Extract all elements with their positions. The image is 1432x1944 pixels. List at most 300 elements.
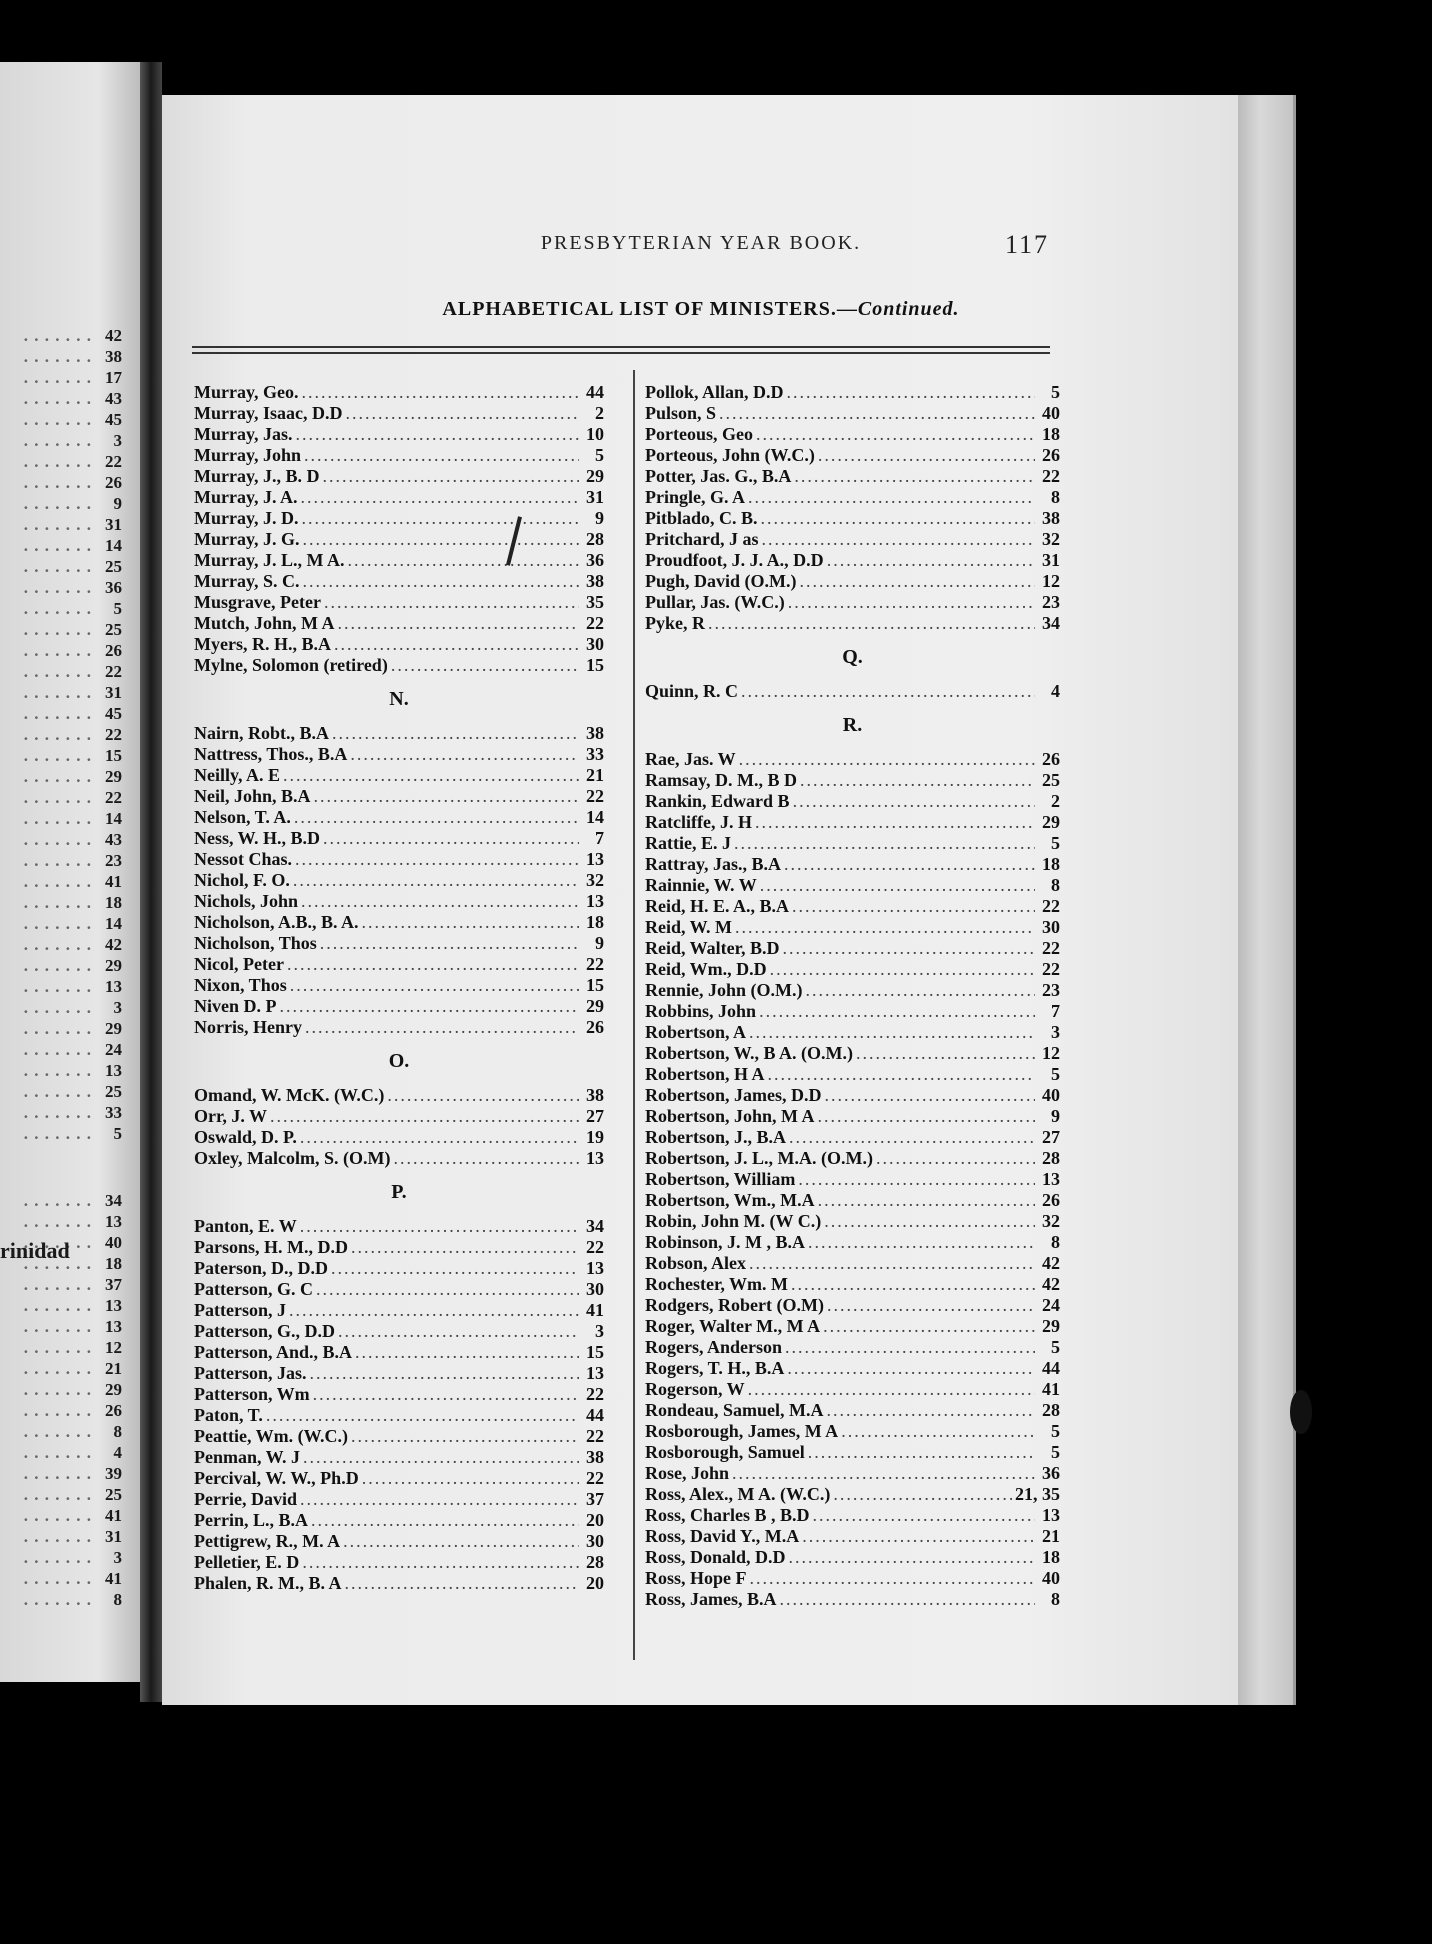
page-reference: 32 [1042, 1211, 1060, 1231]
previous-page-number: . . . 38 [0, 347, 122, 367]
minister-name: Ross, James, B.A [645, 1589, 777, 1609]
minister-name: Porteous, John (W.C.) [645, 445, 815, 465]
previous-page-number: . . . 25 [0, 620, 122, 640]
dot-leader [800, 571, 1035, 592]
previous-page-number: . . . 8 [0, 1422, 122, 1442]
minister-name: Proudfoot, J. J. A., D.D [645, 550, 824, 570]
page-reference: 5 [1051, 1421, 1060, 1441]
dot-leader [841, 1421, 1035, 1442]
previous-page-number: . . . 41 [0, 1506, 122, 1526]
header-rule-double [192, 352, 1050, 354]
dot-leader [761, 529, 1035, 550]
dot-leader [732, 1463, 1035, 1484]
minister-name: Reid, W. M [645, 917, 733, 937]
page-reference: 41 [1042, 1379, 1060, 1399]
previous-page-number: . . . 43 [0, 830, 122, 850]
list-item [645, 1232, 1060, 1253]
minister-name: Patterson, G., D.D [194, 1321, 335, 1341]
page-reference: 18 [586, 912, 604, 932]
minister-name: Murray, Isaac, D.D [194, 403, 343, 423]
list-item [194, 445, 604, 466]
dot-leader [792, 896, 1035, 917]
list-item [645, 613, 1060, 634]
list-item [194, 466, 604, 487]
page-reference: 27 [586, 1106, 604, 1126]
page-reference: 40 [1042, 403, 1060, 423]
previous-page-number: . . . 17 [0, 368, 122, 388]
dot-leader [302, 1552, 579, 1573]
dot-leader [311, 1510, 579, 1531]
dot-leader [827, 1400, 1035, 1421]
dot-leader [331, 1258, 579, 1279]
minister-name: Perrin, L., B.A [194, 1510, 308, 1530]
previous-page-number: . . . 45 [0, 410, 122, 430]
minister-name: Ross, Donald, D.D [645, 1547, 786, 1567]
dot-leader [270, 1106, 579, 1127]
previous-page-number: . . . 29 [0, 767, 122, 787]
page-reference: 24 [1042, 1295, 1060, 1315]
list-heading-title: ALPHABETICAL LIST OF MINISTERS.— [442, 298, 858, 320]
list-item [194, 891, 604, 912]
dot-leader [760, 875, 1035, 896]
list-item [645, 1589, 1060, 1610]
minister-name: Rodgers, Robert (O.M) [645, 1295, 824, 1315]
minister-name: Murray, John [194, 445, 302, 465]
minister-name: Niven D. P [194, 996, 277, 1016]
minister-name: Reid, H. E. A., B.A [645, 896, 790, 916]
list-item [194, 954, 604, 975]
minister-name: Robin, John M. (W C.) [645, 1211, 822, 1231]
list-item [645, 749, 1060, 770]
list-item [194, 807, 604, 828]
minister-name: Murray, S. C. [194, 571, 300, 591]
list-item [645, 1442, 1060, 1463]
page-reference: 30 [1042, 917, 1060, 937]
dot-leader [794, 466, 1035, 487]
list-item [645, 1421, 1060, 1442]
list-item [194, 1106, 604, 1127]
dot-leader [750, 1568, 1035, 1589]
page-reference: 3 [595, 1321, 604, 1341]
previous-page-number: . . . 25 [0, 557, 122, 577]
previous-page-number: . . . 14 [0, 914, 122, 934]
section-letter: R. [842, 714, 863, 736]
minister-name: Robertson, J. L., M.A. (O.M.) [645, 1148, 873, 1168]
list-item [645, 1001, 1060, 1022]
dot-leader [303, 571, 580, 592]
previous-page-number: . . . 36 [0, 578, 122, 598]
previous-page-number: . . . 24 [0, 1040, 122, 1060]
page-reference: 21 [586, 765, 604, 785]
list-item [194, 1279, 604, 1300]
list-item [645, 1484, 1060, 1505]
dot-leader [362, 912, 579, 933]
minister-name: Robertson, James, D.D [645, 1085, 822, 1105]
dot-leader [348, 550, 580, 571]
page-reference: 8 [1051, 1589, 1060, 1609]
list-item [194, 996, 604, 1017]
list-item [194, 1017, 604, 1038]
minister-name: Paterson, D., D.D [194, 1258, 328, 1278]
dot-leader [305, 1017, 579, 1038]
previous-page-number: . . . 14 [0, 809, 122, 829]
minister-name: Nairn, Robt., B.A [194, 723, 330, 743]
list-item [194, 1085, 604, 1106]
page-reference: 35 [586, 592, 604, 612]
ink-blot [1290, 1390, 1312, 1434]
list-item [194, 975, 604, 996]
list-item [194, 1405, 604, 1426]
page-reference: 34 [1042, 613, 1060, 633]
list-item [645, 1526, 1060, 1547]
dot-leader [300, 1216, 579, 1237]
dot-leader [303, 1447, 579, 1468]
dot-leader [785, 1337, 1035, 1358]
list-item [645, 403, 1060, 424]
header-rule [192, 346, 1050, 348]
previous-page-number: . . . 45 [0, 704, 122, 724]
minister-name: Oxley, Malcolm, S. (O.M) [194, 1148, 391, 1168]
list-item [645, 529, 1060, 550]
page-reference: 18 [1042, 854, 1060, 874]
dot-leader [755, 812, 1035, 833]
dot-leader [824, 1085, 1035, 1106]
list-item [645, 1253, 1060, 1274]
page-reference: 22 [1042, 938, 1060, 958]
dot-leader [789, 1127, 1035, 1148]
previous-page-number: . . . 13 [0, 1317, 122, 1337]
minister-name: Nixon, Thos [194, 975, 287, 995]
minister-name: Pitblado, C. B. [645, 508, 758, 528]
list-item [194, 508, 604, 529]
column-divider [633, 370, 635, 1660]
dot-leader [813, 1505, 1035, 1526]
minister-name: Rochester, Wm. M [645, 1274, 788, 1294]
minister-name: Murray, J. L., M A. [194, 550, 345, 570]
list-item [194, 403, 604, 424]
dot-leader [293, 870, 579, 891]
dot-leader [789, 1547, 1035, 1568]
minister-name: Roger, Walter M., M A [645, 1316, 821, 1336]
minister-name: Robertson, J., B.A [645, 1127, 787, 1147]
dot-leader [350, 744, 579, 765]
minister-name: Robertson, A [645, 1022, 747, 1042]
minister-name: Parsons, H. M., D.D [194, 1237, 348, 1257]
page-reference: 9 [595, 933, 604, 953]
dot-leader [296, 424, 580, 445]
minister-name: Pettigrew, R., M. A [194, 1531, 341, 1551]
previous-page-number: . . . 22 [0, 725, 122, 745]
page-reference: 38 [586, 1447, 604, 1467]
page-reference: 20 [586, 1510, 604, 1530]
page-reference: 26 [1042, 445, 1060, 465]
previous-page-number: . . . 42 [0, 935, 122, 955]
minister-name: Patterson, G. C [194, 1279, 313, 1299]
dot-leader [290, 975, 579, 996]
minister-name: Robertson, Wm., M.A [645, 1190, 815, 1210]
list-item [194, 765, 604, 786]
previous-page-number: . . . 18 [0, 1254, 122, 1274]
list-item [645, 1148, 1060, 1169]
page-reference: 26 [586, 1017, 604, 1037]
page-edge [1238, 95, 1296, 1705]
minister-name: Robertson, John, M A [645, 1106, 815, 1126]
list-item [645, 466, 1060, 487]
dot-leader [784, 854, 1035, 875]
dot-leader [387, 1085, 579, 1106]
minister-name: Robertson, William [645, 1169, 796, 1189]
page-reference: 28 [586, 529, 604, 549]
minister-name: Pyke, R [645, 613, 705, 633]
dot-leader [300, 1127, 579, 1148]
dot-leader [338, 1321, 579, 1342]
previous-page-number: . . . 29 [0, 956, 122, 976]
dot-leader [761, 508, 1035, 529]
list-item [194, 1237, 604, 1258]
dot-leader [818, 445, 1035, 466]
dot-leader [303, 529, 580, 550]
minister-name: Ness, W. H., B.D [194, 828, 321, 848]
list-item [645, 1022, 1060, 1043]
minister-name: Pulson, S [645, 403, 717, 423]
previous-page-number: . . . 31 [0, 515, 122, 535]
page-reference: 9 [1051, 1106, 1060, 1126]
dot-leader [756, 424, 1035, 445]
previous-page-number: . . . 41 [0, 1569, 122, 1589]
page-reference: 22 [586, 954, 604, 974]
minister-name: Quinn, R. C [645, 681, 739, 701]
minister-name: Rankin, Edward B [645, 791, 790, 811]
list-item [194, 912, 604, 933]
dot-leader [332, 723, 579, 744]
previous-page-number: . . . 3 [0, 1548, 122, 1568]
page-reference: 41 [586, 1300, 604, 1320]
dot-leader [833, 1484, 1012, 1505]
previous-page-number: . . . 14 [0, 536, 122, 556]
minister-name: Pelletier, E. D [194, 1552, 300, 1572]
page-reference: 5 [1051, 1337, 1060, 1357]
list-item [645, 1211, 1060, 1232]
dot-leader [808, 1442, 1035, 1463]
dot-leader [316, 1279, 579, 1300]
list-item [645, 791, 1060, 812]
previous-page-number: . . . 29 [0, 1380, 122, 1400]
list-item [645, 382, 1060, 403]
page-reference: 40 [1042, 1085, 1060, 1105]
list-item [194, 655, 604, 676]
list-item [645, 1169, 1060, 1190]
page-reference: 30 [586, 1531, 604, 1551]
list-item [645, 1274, 1060, 1295]
list-item [194, 1148, 604, 1169]
minister-name: Paton, T. [194, 1405, 263, 1425]
dot-leader [266, 1405, 579, 1426]
minister-name: Oswald, D. P. [194, 1127, 297, 1147]
list-item [194, 592, 604, 613]
page-reference: 15 [586, 975, 604, 995]
list-item [645, 917, 1060, 938]
dot-leader [300, 1489, 579, 1510]
page-reference: 34 [586, 1216, 604, 1236]
dot-leader [294, 807, 579, 828]
dot-leader [391, 655, 579, 676]
page-reference: 2 [1051, 791, 1060, 811]
page-reference: 9 [595, 508, 604, 528]
dot-leader [793, 791, 1035, 812]
dot-leader [324, 592, 579, 613]
list-item [645, 681, 1060, 702]
minister-name: Pullar, Jas. (W.C.) [645, 592, 785, 612]
previous-page-number: . . . 13 [0, 1296, 122, 1316]
page-reference: 22 [1042, 896, 1060, 916]
minister-name: Rogerson, W [645, 1379, 745, 1399]
page-reference: 7 [595, 828, 604, 848]
page-reference: 27 [1042, 1127, 1060, 1147]
list-item [645, 896, 1060, 917]
page-reference: 10 [586, 424, 604, 444]
minister-name: Nichols, John [194, 891, 299, 911]
dot-leader [787, 382, 1035, 403]
page-reference: 2 [595, 403, 604, 423]
minister-name: Rose, John [645, 1463, 730, 1483]
page-reference: 22 [586, 1468, 604, 1488]
page-reference: 32 [586, 870, 604, 890]
page-reference: 26 [1042, 1190, 1060, 1210]
dot-leader [351, 1426, 579, 1447]
page-reference: 38 [1042, 508, 1060, 528]
minister-name: Robertson, W., B A. (O.M.) [645, 1043, 854, 1063]
minister-name: Rainnie, W. W [645, 875, 757, 895]
previous-page-number: . . . 15 [0, 746, 122, 766]
page-reference: 5 [1051, 1442, 1060, 1462]
list-heading-continued: Continued. [857, 298, 960, 320]
book-gutter [140, 62, 162, 1702]
dot-leader [343, 1531, 579, 1552]
minister-name: Robson, Alex [645, 1253, 747, 1273]
previous-page-number: . . . 37 [0, 1275, 122, 1295]
dot-leader [338, 613, 579, 634]
minister-name: Murray, J. G. [194, 529, 300, 549]
dot-leader [301, 891, 579, 912]
page-reference: 44 [586, 382, 604, 402]
minister-name: Robertson, H A [645, 1064, 765, 1084]
minister-name: Rattie, E. J [645, 833, 731, 853]
list-item [645, 833, 1060, 854]
dot-leader [856, 1043, 1035, 1064]
previous-page-number: . . . 43 [0, 389, 122, 409]
list-item [645, 571, 1060, 592]
page-reference: 15 [586, 1342, 604, 1362]
list-item [645, 1043, 1060, 1064]
list-item [194, 1468, 604, 1489]
minister-name: Nicholson, Thos [194, 933, 317, 953]
page-reference: 30 [586, 1279, 604, 1299]
minister-name: Murray, Jas. [194, 424, 293, 444]
list-item [194, 786, 604, 807]
list-item [645, 1316, 1060, 1337]
minister-name: Ross, Alex., M A. (W.C.) [645, 1484, 831, 1504]
page-reference: 42 [1042, 1253, 1060, 1273]
page-reference: 21 [1042, 1526, 1060, 1546]
dot-leader [798, 1169, 1035, 1190]
dot-leader [788, 592, 1035, 613]
page-reference: 28 [1042, 1148, 1060, 1168]
minister-name: Pollok, Allan, D.D [645, 382, 784, 402]
dot-leader [783, 938, 1035, 959]
dot-leader [301, 487, 580, 508]
left-column [194, 382, 604, 1594]
dot-leader [768, 1064, 1035, 1085]
page-reference: 29 [586, 466, 604, 486]
minister-name: Pugh, David (O.M.) [645, 571, 797, 591]
dot-leader [827, 550, 1035, 571]
minister-name: Nicholson, A.B., B. A. [194, 912, 359, 932]
previous-page-number: . . . 5 [0, 1124, 122, 1144]
list-item [194, 1510, 604, 1531]
previous-page-number: . . . 3 [0, 998, 122, 1018]
previous-page-number: . . . 5 [0, 599, 122, 619]
list-item [194, 1531, 604, 1552]
dot-leader [876, 1148, 1035, 1169]
page-reference: 29 [1042, 1316, 1060, 1336]
list-item [194, 1300, 604, 1321]
list-item [194, 828, 604, 849]
minister-name: Ross, Charles B , B.D [645, 1505, 810, 1525]
page-reference: 23 [1042, 592, 1060, 612]
previous-page-number: . . . 25 [0, 1485, 122, 1505]
running-head: PRESBYTERIAN YEAR BOOK. [540, 232, 862, 254]
list-item [194, 382, 604, 403]
minister-name: Rogers, Anderson [645, 1337, 783, 1357]
page-reference: 30 [586, 634, 604, 654]
list-item [194, 1258, 604, 1279]
list-item [194, 1342, 604, 1363]
list-item [645, 1190, 1060, 1211]
list-item [645, 959, 1060, 980]
page-reference: 28 [1042, 1400, 1060, 1420]
list-item [645, 445, 1060, 466]
minister-name: Patterson, J [194, 1300, 286, 1320]
dot-leader [719, 403, 1035, 424]
dot-leader [787, 1358, 1035, 1379]
minister-name: Perrie, David [194, 1489, 297, 1509]
list-item [645, 1085, 1060, 1106]
list-item [645, 770, 1060, 791]
dot-leader [393, 1148, 579, 1169]
page-reference: 22 [586, 613, 604, 633]
page-reference: 23 [1042, 980, 1060, 1000]
page-reference: 3 [1051, 1022, 1060, 1042]
minister-name: Phalen, R. M., B. A [194, 1573, 342, 1593]
page-reference: 8 [1051, 875, 1060, 895]
dot-leader [304, 445, 579, 466]
minister-name: Reid, Wm., D.D [645, 959, 767, 979]
dot-leader [314, 786, 579, 807]
previous-page-number: . . . 9 [0, 494, 122, 514]
dot-leader [301, 508, 579, 529]
page-reference: 22 [586, 1237, 604, 1257]
previous-page-number: . . . 33 [0, 1103, 122, 1123]
dot-leader [345, 403, 579, 424]
minister-name: Nattress, Thos., B.A [194, 744, 348, 764]
page-reference: 5 [595, 445, 604, 465]
page-reference: 29 [1042, 812, 1060, 832]
previous-page-number: . . . 3 [0, 431, 122, 451]
list-item [645, 1568, 1060, 1589]
list-item [645, 1127, 1060, 1148]
previous-page-number: . . . 12 [0, 1338, 122, 1358]
dot-leader [749, 1253, 1035, 1274]
